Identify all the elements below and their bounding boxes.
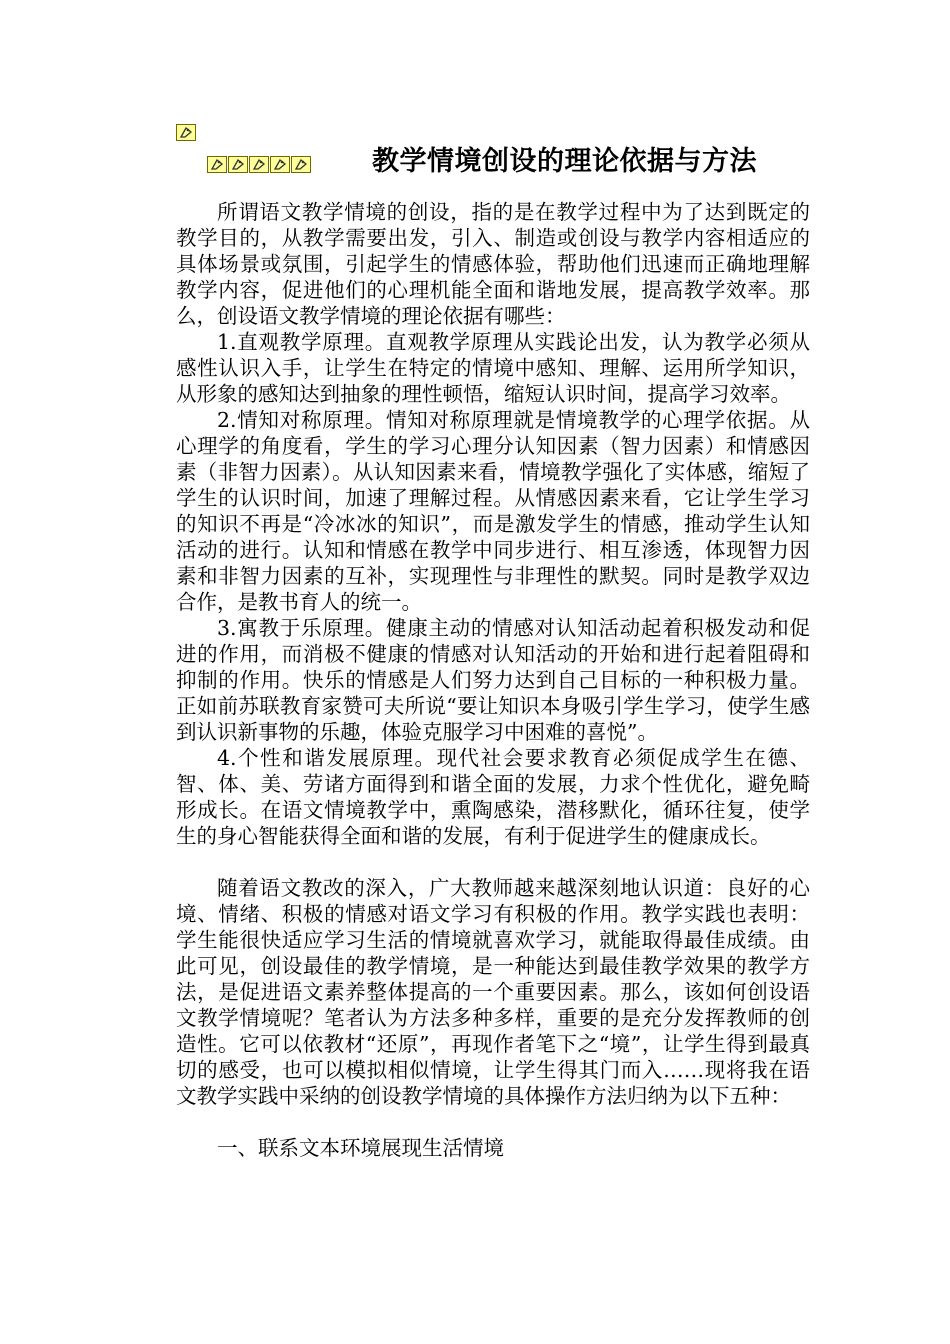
image-placeholder-icon: [291, 156, 311, 173]
image-placeholder-icon: [176, 124, 196, 141]
intro-paragraph: 所谓语文教学情境的创设，指的是在教学过程中为了达到既定的教学目的，从教学需要出发，引入、制造或创设与教学内容相适应的具体场景或氛围，引起学生的情感体验，帮助他们迅速而正确地理解教学内容，促进他们的心理机能全面和谐地发展，提高教学效率。那么，创设语文教学情境的理论依据有哪些：: [176, 200, 810, 328]
image-placeholder-icon: [249, 156, 269, 173]
document-title: 教学情境创设的理论依据与方法: [372, 146, 757, 177]
image-placeholder-icon: [207, 156, 227, 173]
image-placeholder-row: [207, 156, 311, 173]
principle-paragraph-3: 3.寓教于乐原理。健康主动的情感对认知活动起着积极发动和促进的作用，而消极不健康的情感对认知活动的开始和进行起着阻碍和抑制的作用。快乐的情感是人们努力达到自己目标的一种积极力量。正如前苏联教育家赞可夫所说“要让知识本身吸引学生学习，使学生感到认识新事物的乐趣，体验克服学习中困难的喜悦”。: [176, 616, 810, 744]
image-placeholder-icon: [270, 156, 290, 173]
principle-paragraph-2: 2.情知对称原理。情知对称原理就是情境教学的心理学依据。从心理学的角度看，学生的学习心理分认知因素（智力因素）和情感因素（非智力因素）。从认知因素来看，情境教学强化了实体感，缩短了学生的认识时间，加速了理解过程。从情感因素来看，它让学生学习的知识不再是“冷冰冰的知识”，而是激发学生的情感，推动学生认知活动的进行。认知和情感在教学中同步进行、相互渗透，体现智力因素和非智力因素的互补，实现理性与非理性的默契。同时是教学双边合作，是教书育人的统一。: [176, 408, 810, 614]
methods-intro-paragraph: 随着语文教改的深入，广大教师越来越深刻地认识道：良好的心境、情绪、积极的情感对语文学习有积极的作用。教学实践也表明：学生能很快适应学习生活的情境就喜欢学习，就能取得最佳成绩。由此可见，创设最佳的教学情境，是一种能达到最佳教学效果的教学方法，是促进语文素养整体提高的一个重要因素。那么，该如何创设语文教学情境呢？笔者认为方法多种多样，重要的是充分发挥教师的创造性。它可以依教材“还原”，再现作者笔下之“境”，让学生得到最真切的感受，也可以模拟相似情境，让学生得其门而入……现将我在语文教学实践中采纳的创设教学情境的具体操作方法归纳为以下五种：: [176, 876, 810, 1108]
principle-paragraph-4: 4.个性和谐发展原理。现代社会要求教育必须促成学生在德、智、体、美、劳诸方面得到和谐全面的发展，力求个性优化，避免畸形成长。在语文情境教学中，熏陶感染，潜移默化，循环往复，使学生的身心智能获得全面和谐的发展，有利于促进学生的健康成长。: [176, 746, 810, 848]
section-heading-1: 一、联系文本环境展现生活情境: [217, 1136, 504, 1160]
principle-paragraph-1: 1.直观教学原理。直观教学原理从实践论出发，认为教学必须从感性认识入手，让学生在特定的情境中感知、理解、运用所学知识，从形象的感知达到抽象的理性顿悟，缩短认识时间，提高学习效率。: [176, 330, 810, 406]
image-placeholder-icon: [228, 156, 248, 173]
document-body: [176, 199, 810, 1161]
